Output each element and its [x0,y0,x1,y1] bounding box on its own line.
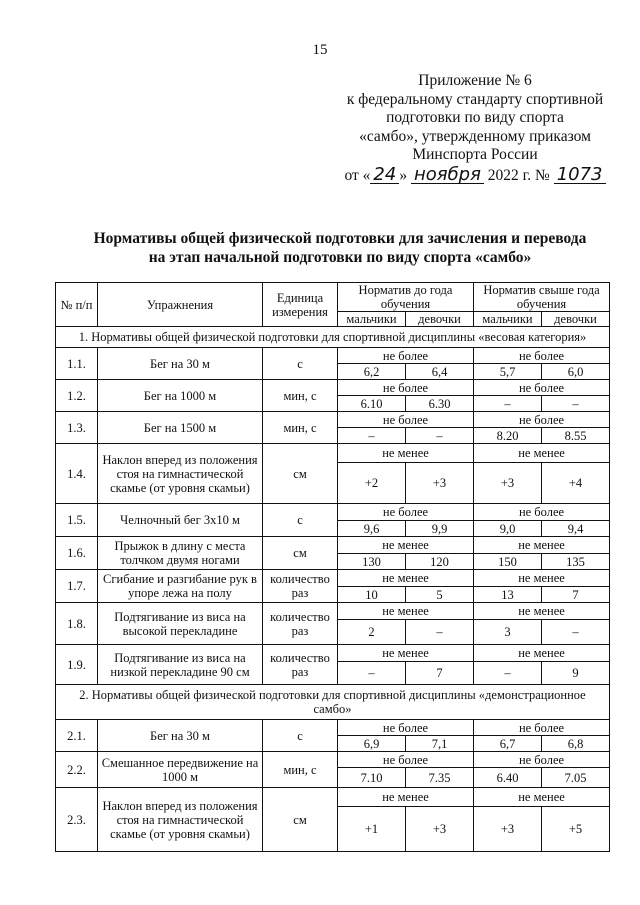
unit: см [263,788,338,852]
exercise-name: Бег на 1500 м [98,412,263,444]
unit: с [263,348,338,380]
unit: см [263,537,338,570]
value-girls-over1: 9,4 [542,521,610,537]
value-boys-year1: +1 [338,807,406,852]
exercise-name: Подтягивание из виса на высокой перекладине [98,603,263,645]
header-norm-year1: Норматив до года обучения [338,283,474,312]
value-boys-year1: – [338,662,406,685]
value-boys-year1: 10 [338,587,406,603]
appendix-line-2: к федеральному стандарту спортивной [346,90,604,108]
exercise-name: Челночный бег 3x10 м [98,504,263,537]
unit: количество раз [263,645,338,685]
date-mid: » [399,166,408,184]
value-girls-over1: +4 [542,463,610,504]
table-row [56,752,610,768]
value-girls-year1: 7 [406,662,474,685]
unit: мин, с [263,412,338,444]
exercise-name: Наклон вперед из положения стоя на гимнастической скамье (от уровня скамьи) [98,444,263,504]
unit: см [263,444,338,504]
appendix-line-4: «самбо», утвержденному приказом [359,127,591,145]
unit: с [263,720,338,752]
appendix-line-1: Приложение № 6 [418,72,532,89]
row-number: 2.2. [56,752,98,788]
condition-over1: не более [474,348,610,364]
row-number: 2.3. [56,788,98,852]
exercise-name: Бег на 30 м [98,720,263,752]
value-boys-over1: 13 [474,587,542,603]
exercise-name: Прыжок в длину с места толчком двумя ногами [98,537,263,570]
value-girls-year1: 6.30 [406,396,474,412]
standards-table [55,282,610,852]
condition-over1: не менее [474,645,610,662]
value-girls-over1: 8.55 [542,428,610,444]
section-1-heading [56,327,610,348]
condition-over1: не более [474,380,610,396]
header-girls-2: девочки [542,312,610,327]
value-boys-over1: 8.20 [474,428,542,444]
header-unit: Единица измерения [263,283,338,327]
condition-year1: не менее [338,788,474,807]
table-row [56,444,610,463]
condition-year1: не менее [338,444,474,463]
condition-year1: не более [338,720,474,736]
condition-over1: не более [474,412,610,428]
exercise-name: Бег на 30 м [98,348,263,380]
value-girls-over1: 7 [542,587,610,603]
table-row [56,537,610,554]
value-boys-year1: 6,2 [338,364,406,380]
condition-over1: не менее [474,537,610,554]
header-boys-2: мальчики [474,312,542,327]
condition-over1: не менее [474,603,610,620]
handwritten-month: ноября [411,167,484,184]
header-girls-1: девочки [406,312,474,327]
value-girls-year1: 7,1 [406,736,474,752]
exercise-name: Бег на 1000 м [98,380,263,412]
table-row [56,720,610,736]
value-boys-year1: 9,6 [338,521,406,537]
table-row [56,570,610,587]
value-boys-over1: – [474,396,542,412]
exercise-name: Сгибание и разгибание рук в упоре лежа на полу [98,570,263,603]
date-prefix: от « [344,166,371,184]
value-girls-year1: – [406,428,474,444]
value-girls-year1: 6,4 [406,364,474,380]
condition-over1: не более [474,720,610,736]
section-2-heading-text: 2. Нормативы общей физической подготовки для спортивной дисциплины «демонстрационное самбо» [56,685,610,720]
value-boys-year1: 2 [338,620,406,645]
document-title [60,229,620,267]
condition-over1: не более [474,752,610,768]
value-girls-over1: 6,0 [542,364,610,380]
value-girls-over1: 135 [542,554,610,570]
condition-year1: не менее [338,537,474,554]
value-girls-over1: – [542,396,610,412]
value-boys-over1: – [474,662,542,685]
table-row [56,412,610,428]
value-boys-over1: +3 [474,463,542,504]
condition-year1: не более [338,752,474,768]
row-number: 2.1. [56,720,98,752]
header-norm-over1: Норматив свыше года обучения [474,283,610,312]
handwritten-order-number: 1073 [554,167,606,184]
unit: количество раз [263,570,338,603]
value-boys-year1: 7.10 [338,768,406,788]
value-girls-year1: +3 [406,463,474,504]
value-boys-over1: 150 [474,554,542,570]
handwritten-day: 24 [370,167,399,184]
value-boys-over1: 9,0 [474,521,542,537]
row-number: 1.4. [56,444,98,504]
value-boys-over1: 5,7 [474,364,542,380]
condition-year1: не более [338,504,474,521]
value-boys-over1: +3 [474,807,542,852]
value-girls-over1: – [542,620,610,645]
value-boys-year1: 6.10 [338,396,406,412]
order-date-line [330,163,620,186]
condition-year1: не более [338,380,474,396]
title-line-2: на этап начальной подготовки по виду спорта «самбо» [148,249,532,266]
value-girls-year1: 9,9 [406,521,474,537]
condition-year1: не менее [338,645,474,662]
condition-year1: не более [338,348,474,364]
unit: количество раз [263,603,338,645]
condition-year1: не менее [338,603,474,620]
appendix-line-5: Минспорта России [412,146,538,163]
table-row [56,788,610,807]
row-number: 1.1. [56,348,98,380]
page-number: 15 [312,42,328,58]
appendix-line-3: подготовки по виду спорта [386,109,564,126]
table-row [56,603,610,620]
value-girls-over1: 9 [542,662,610,685]
unit: с [263,504,338,537]
value-girls-year1: 5 [406,587,474,603]
table-row [56,645,610,662]
value-girls-over1: +5 [542,807,610,852]
value-boys-over1: 6.40 [474,768,542,788]
value-girls-year1: 120 [406,554,474,570]
condition-year1: не более [338,412,474,428]
value-boys-over1: 3 [474,620,542,645]
header-boys-1: мальчики [338,312,406,327]
value-girls-year1: 7.35 [406,768,474,788]
exercise-name: Смешанное передвижение на 1000 м [98,752,263,788]
section-1-heading-text: 1. Нормативы общей физической подготовки для спортивной дисциплины «весовая категория» [56,327,610,348]
section-2-heading [56,685,610,720]
unit: мин, с [263,380,338,412]
row-number: 1.7. [56,570,98,603]
value-boys-year1: – [338,428,406,444]
header-exercise: Упражнения [98,283,263,327]
condition-over1: не более [474,504,610,521]
condition-over1: не менее [474,788,610,807]
exercise-name: Подтягивание из виса на низкой перекладине 90 см [98,645,263,685]
table-row [56,348,610,364]
value-girls-over1: 7.05 [542,768,610,788]
condition-year1: не менее [338,570,474,587]
value-boys-year1: +2 [338,463,406,504]
value-boys-year1: 6,9 [338,736,406,752]
exercise-name: Наклон вперед из положения стоя на гимнастической скамье (от уровня скамьи) [98,788,263,852]
value-girls-year1: – [406,620,474,645]
appendix-header [330,72,620,185]
value-girls-year1: +3 [406,807,474,852]
table-row [56,504,610,521]
row-number: 1.6. [56,537,98,570]
row-number: 1.3. [56,412,98,444]
condition-over1: не менее [474,570,610,587]
row-number: 1.2. [56,380,98,412]
row-number: 1.8. [56,603,98,645]
title-line-1: Нормативы общей физической подготовки для зачисления и перевода [93,230,587,247]
value-boys-year1: 130 [338,554,406,570]
value-boys-over1: 6,7 [474,736,542,752]
unit: мин, с [263,752,338,788]
value-girls-over1: 6,8 [542,736,610,752]
row-number: 1.9. [56,645,98,685]
table-row [56,380,610,396]
row-number: 1.5. [56,504,98,537]
condition-over1: не менее [474,444,610,463]
date-suffix: 2022 г. № [487,166,550,184]
header-num: № п/п [56,283,98,327]
